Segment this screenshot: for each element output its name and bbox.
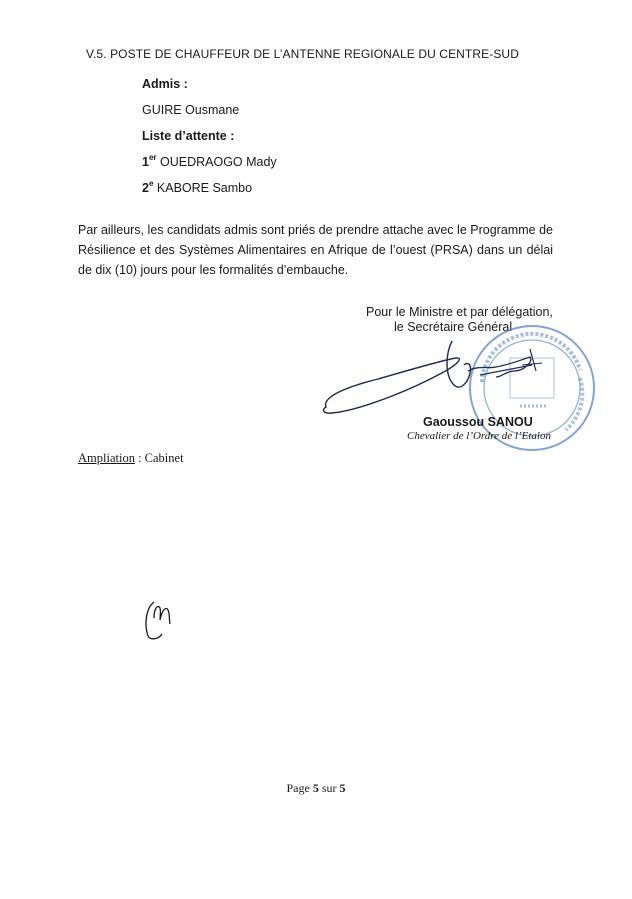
handwritten-initial xyxy=(140,594,185,644)
signatory-distinction: Chevalier de l’Ordre de l’Etalon xyxy=(407,430,551,442)
signature-icon xyxy=(318,305,548,425)
waiting-list-rank-suffix: e xyxy=(148,179,154,188)
section-title: V.5. POSTE DE CHAUFFEUR DE L’ANTENNE REGIONALE DU CENTRE-SUD xyxy=(86,47,519,61)
waiting-list-rank-suffix: er xyxy=(148,153,157,162)
page-number xyxy=(0,781,632,796)
ampliation-value: : Cabinet xyxy=(138,451,184,465)
waiting-list-rank: 2 xyxy=(142,181,149,195)
ampliation-label: Ampliation xyxy=(78,451,135,465)
ampliation-line xyxy=(78,451,184,466)
handwritten-signature xyxy=(318,305,548,425)
admis-name: GUIRE Ousmane xyxy=(142,103,240,117)
body-paragraph: Par ailleurs, les candidats admis sont priés de prendre attache avec le Programme de Résilience et des Systèmes Alimentaires en Afrique de l’ouest (PRSA) dans un délai de dix (10) jours pour les formalités d’embauche. xyxy=(78,223,553,277)
admis-label: Admis : xyxy=(142,77,188,91)
waiting-list-name: KABORE Sambo xyxy=(156,181,253,195)
waiting-list-rank: 1 xyxy=(142,155,149,169)
page-current: 5 xyxy=(312,781,319,795)
signature-role-line: le Secrétaire Général xyxy=(394,320,513,334)
signatory-name: Gaoussou SANOU xyxy=(423,415,533,429)
waiting-list-label: Liste d’attente : xyxy=(142,129,235,143)
waiting-list-item xyxy=(142,155,277,169)
page-prefix: Page xyxy=(286,781,313,795)
waiting-list-item xyxy=(142,181,252,195)
page-total: 5 xyxy=(339,781,346,795)
initial-mark-icon xyxy=(140,594,185,644)
page-separator: sur xyxy=(318,781,340,795)
signature-delegation-line: Pour le Ministre et par délégation, xyxy=(366,305,553,319)
waiting-list-name: OUEDRAOGO Mady xyxy=(160,155,277,169)
